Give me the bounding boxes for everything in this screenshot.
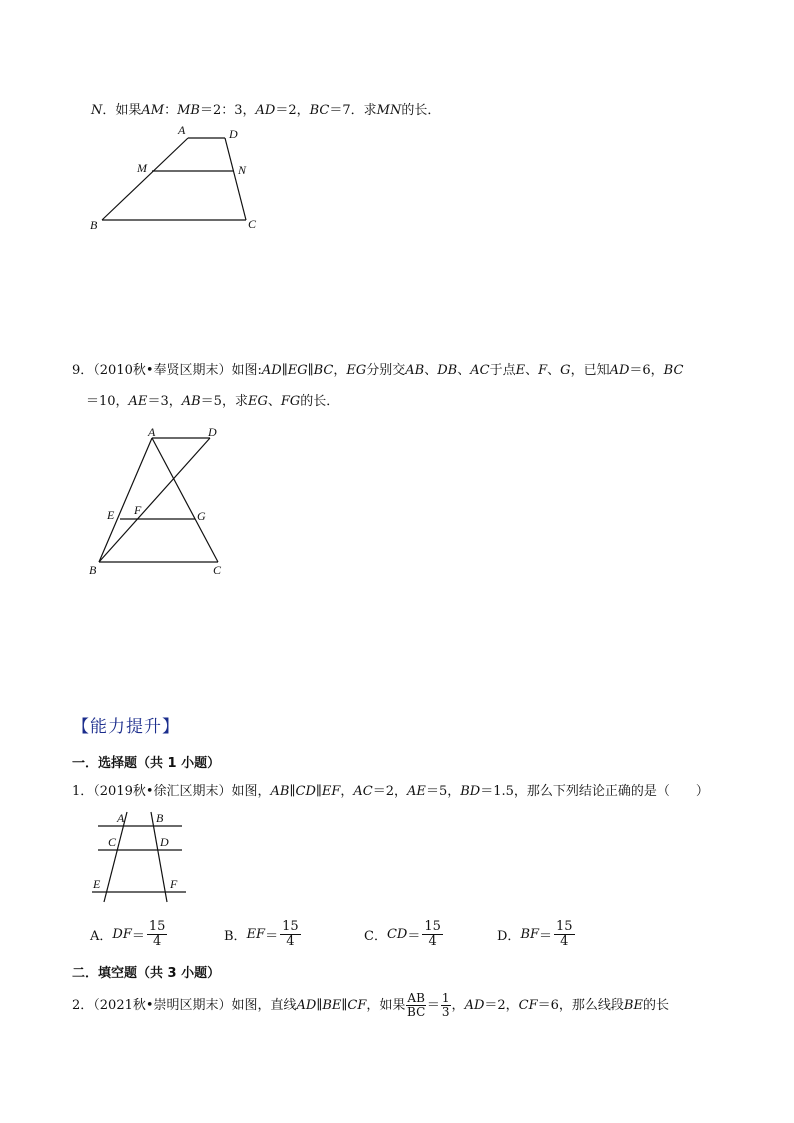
q9-line1: 9．（2010秋•奉贤区期末）如图:AD∥EG∥BC，EG分别交AB、DB、AC于点E、F、G，已知AD＝6，BC (72, 363, 684, 378)
option-c[interactable]: C． CD ＝ $\frac{15}{4}$ (364, 919, 441, 949)
fraction-one-third: $\frac{1}{3}$ (441, 991, 450, 1019)
q1-text: 1．（2019秋•徐汇区期末）如图，AB∥CD∥EF，AC＝2，AE＝5，BD＝1.5，那么下列结论正确的是（ ） (72, 784, 709, 799)
label-M: M (137, 161, 147, 175)
label-E1: E (93, 877, 101, 891)
label-C1: C (108, 835, 117, 849)
option-b[interactable]: B． EF ＝ $\frac{15}{4}$ (224, 919, 299, 949)
label-B: B (90, 218, 98, 232)
label-N: N (238, 163, 247, 177)
q9-line2: ＝10，AE＝3，AB＝5，求EG、FG的长． (86, 394, 340, 409)
fraction: $\frac{15}{4}$ (148, 919, 166, 949)
option-a[interactable]: A． DF ＝ $\frac{15}{4}$ (90, 919, 166, 949)
label-G9: G (197, 509, 206, 523)
label-C9: C (213, 563, 222, 577)
fraction: $\frac{15}{4}$ (424, 919, 441, 949)
section-title: 【能力提升】 (72, 717, 180, 737)
label-B1: B (156, 811, 164, 825)
fraction: $\frac{15}{4}$ (556, 919, 573, 949)
subsection-choice: 一．选择题（共 1 小题） (72, 756, 221, 771)
label-C: C (248, 217, 257, 231)
label-D9: D (208, 425, 217, 439)
label-F1: F (170, 877, 178, 891)
label-F9: F (134, 503, 142, 517)
q8-text: N．如果AM：MB＝2：3，AD＝2，BC＝7．求MN的长． (91, 103, 441, 118)
label-A1: A (117, 811, 125, 825)
label-B9: B (89, 563, 97, 577)
label-E9: E (107, 508, 115, 522)
fraction: $\frac{15}{4}$ (282, 919, 299, 949)
label-D: D (229, 127, 238, 141)
label-A: A (178, 123, 186, 137)
label-A9: A (148, 425, 156, 439)
label-D1: D (160, 835, 169, 849)
option-d[interactable]: D． BF ＝ $\frac{15}{4}$ (497, 919, 573, 949)
subsection-fill: 二．填空题（共 3 小题） (72, 966, 221, 981)
q2-text: 2．（2021秋•崇明区期末）如图，直线AD∥BE∥CF，如果 $\frac{AB}{BC}$ ＝ $\frac{1}{3}$ ，AD＝2，CF＝6，那么线段BE的长 (72, 991, 669, 1019)
fraction-ab-bc: $\frac{AB}{BC}$ (407, 991, 426, 1019)
